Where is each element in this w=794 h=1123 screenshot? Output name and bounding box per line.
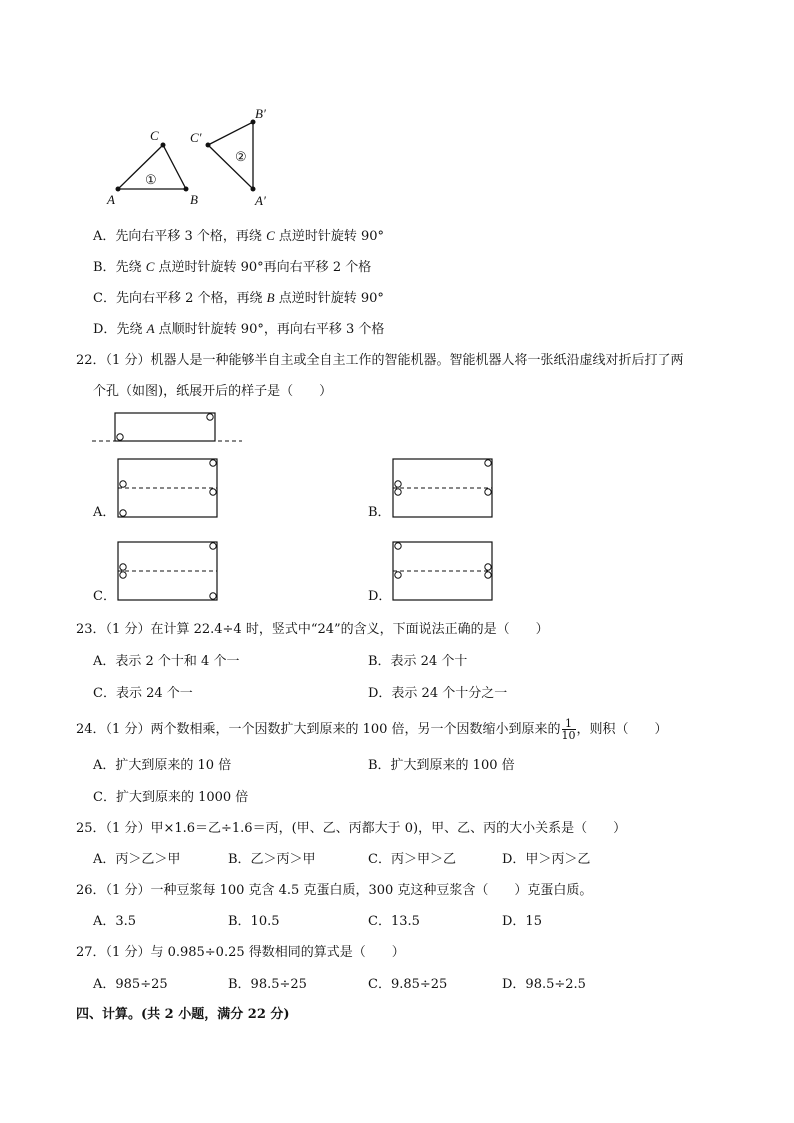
option-text: 先向右平移 2 个格，再绕 [115,291,267,306]
q24-stem-text: 24．（1 分）两个数相乘，一个因数扩大到原来的 100 倍，另一个因数缩小到原来的 [76,722,561,737]
label-B: B [190,192,198,207]
fraction-denominator: 10 [561,729,576,742]
q23-option-b[interactable]: B．表示 24 个十 [368,654,468,669]
q26-option-d[interactable]: D．15 [502,914,542,929]
q25-option-a[interactable]: A．丙＞乙＞甲 [93,852,181,867]
option-letter: C． [93,291,116,306]
q22-option-d[interactable]: D． [368,589,392,604]
q26-option-a[interactable]: A．3.5 [93,914,137,929]
q24-option-b[interactable]: B．扩大到原来的 100 倍 [368,758,515,773]
q22-option-a[interactable]: A． [93,505,116,520]
option-letter: D． [93,322,117,337]
option-text: 先向右平移 3 个格，再绕 [115,229,267,244]
option-text: 点逆时针旋转 90° [274,229,385,244]
label-C-prime: C′ [190,130,202,145]
q21-option-b[interactable] [93,259,371,276]
q21-option-d[interactable] [93,321,384,338]
q21-option-c[interactable] [93,290,384,307]
q25-option-d[interactable]: D．甲＞丙＞乙 [502,852,591,867]
option-text: 点逆时针旋转 90° [274,291,384,306]
q22-paper-c [113,539,223,605]
label-B-prime: B′ [255,106,266,121]
label-A: A [107,192,115,207]
q27-option-d[interactable]: D．98.5÷2.5 [502,977,586,992]
q22-option-b[interactable]: B． [368,505,391,520]
q26-stem: 26．（1 分）一种豆浆每 100 克含 4.5 克蛋白质，300 克这种豆浆含（ ）克蛋白质。 [76,883,593,898]
q24-option-c[interactable]: C．扩大到原来的 1000 倍 [93,790,249,805]
option-text: 点逆时针旋转 90°再向右平移 2 个格 [154,260,372,275]
section-heading: 四、计算。(共 2 小题，满分 22 分) [76,1007,290,1022]
option-text: 先绕 [115,260,146,275]
folded-paper-figure [90,409,250,449]
q27-option-c[interactable]: C．9.85÷25 [368,977,448,992]
option-variable: C [266,228,275,243]
q24-stem [76,718,668,741]
label-A-prime: A′ [255,193,266,208]
q23-option-a[interactable]: A．表示 2 个十和 4 个一 [93,654,240,669]
q24-option-a[interactable]: A．扩大到原来的 10 倍 [93,758,232,773]
q21-option-a[interactable] [93,228,384,245]
q27-option-b[interactable]: B．98.5÷25 [228,977,307,992]
q27-option-a[interactable]: A．985÷25 [93,977,168,992]
label-circled-1: ① [145,173,157,188]
q25-option-c[interactable]: C．丙＞甲＞乙 [368,852,456,867]
q26-option-c[interactable]: C．13.5 [368,914,420,929]
q27-stem: 27．（1 分）与 0.985÷0.25 得数相同的算式是（ ） [76,945,405,960]
q26-option-b[interactable]: B．10.5 [228,914,280,929]
label-C: C [150,128,159,143]
q22-paper-d [388,539,498,605]
option-letter: B． [93,260,116,275]
q24-stem-tail: ，则积（ ） [576,722,668,737]
q22-stem-line1: 22．（1 分）机器人是一种能够半自主或全自主工作的智能机器。智能机器人将一张纸沿虚线对折后打了两 [76,353,684,368]
q23-option-d[interactable]: D．表示 24 个十分之一 [368,686,508,701]
option-variable: B [266,290,275,305]
q25-option-b[interactable]: B．乙＞丙＞甲 [228,852,316,867]
option-letter: A． [93,229,116,244]
q22-paper-b [388,456,498,522]
q23-option-c[interactable]: C．表示 24 个一 [93,686,193,701]
q25-stem: 25．（1 分）甲×1.6＝乙÷1.6＝丙，(甲、乙、丙都大于 0)，甲、乙、丙的大小关系是（ ） [76,821,627,836]
q22-option-c[interactable]: C． [93,589,116,604]
option-variable: C [145,259,155,274]
q23-stem: 23．（1 分）在计算 22.4÷4 时，竖式中“24”的含义，下面说法正确的是（ ） [76,622,549,637]
fraction [562,718,576,741]
option-text: 点顺时针旋转 90°，再向右平移 3 个格 [154,322,385,337]
label-circled-2: ② [235,150,247,165]
fraction-numerator: 1 [562,718,576,730]
q22-stem-line2: 个孔（如图)，纸展开后的样子是（ ） [93,384,333,399]
q22-paper-a [113,456,223,522]
option-variable: A [146,321,155,336]
option-text: 先绕 [116,322,147,337]
